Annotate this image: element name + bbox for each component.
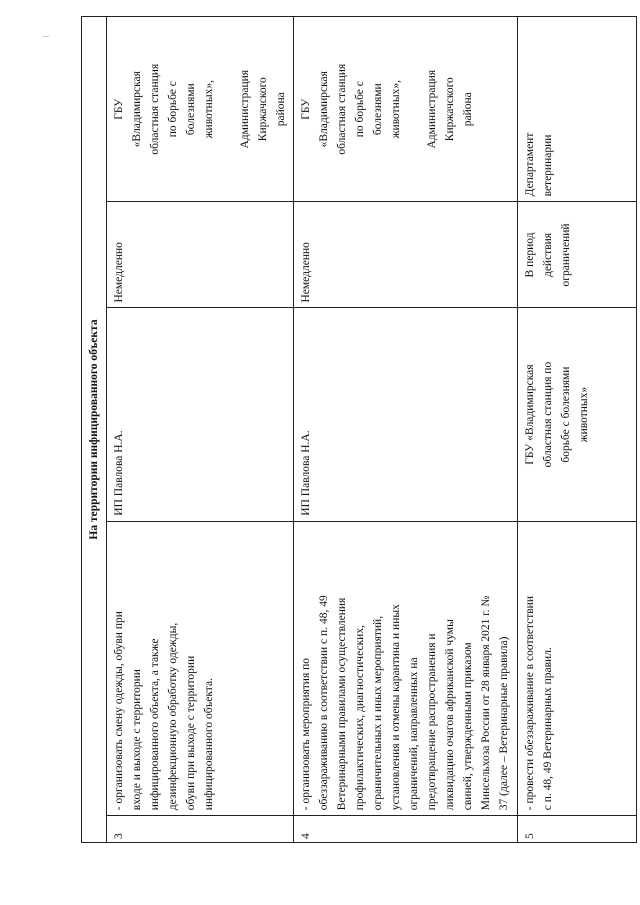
term-cell — [518, 202, 637, 308]
table-row — [107, 17, 294, 843]
control-cell — [518, 17, 637, 202]
control-line: района — [462, 92, 474, 127]
responsible-line: борьбе с болезнями — [560, 366, 572, 463]
control-line: животных», — [390, 80, 402, 139]
measure-cell — [294, 521, 518, 816]
measures-table — [81, 16, 637, 843]
control-line — [405, 22, 423, 196]
control-line: животных», — [203, 80, 215, 139]
term-cell — [294, 202, 518, 308]
control-line: болезнями — [372, 83, 384, 136]
control-line: ветеринарии — [542, 134, 554, 197]
measure-line: инфицированного объекта, а также — [149, 638, 161, 811]
rotated-page — [81, 16, 630, 843]
control-line: Департамент — [524, 132, 536, 197]
control-cell — [107, 17, 294, 202]
control-line: района — [275, 92, 287, 127]
measure-line: - провести обеззараживание в соответствии — [524, 596, 536, 811]
measure-line: ограничительных и иных мероприятий, — [372, 615, 384, 811]
measure-cell — [107, 521, 294, 816]
responsible-cell — [518, 308, 637, 521]
measure-line: входе и выходе с территории — [131, 669, 143, 811]
responsible-line: ИП Павлова Н.А. — [113, 430, 125, 516]
term-line: действия — [542, 232, 554, 278]
control-line: «Владимирская — [131, 71, 143, 148]
control-line: болезнями — [185, 83, 197, 136]
measure-line: обеззараживанию в соответствии с п. 48, 49 — [318, 595, 330, 811]
control-line: Киржачского — [257, 77, 269, 142]
control-line — [218, 22, 236, 196]
measure-line: обуви при выходе с территории — [185, 655, 197, 811]
measure-line: Минсельхоза России от 28 января 2021 г. № — [480, 595, 492, 811]
control-line: Киржачского — [444, 77, 456, 142]
measure-line: ограничений, направленных на — [408, 657, 420, 811]
measure-line: ликвидацию очагов африканской чумы — [444, 619, 456, 811]
control-line: Администрация — [239, 69, 251, 149]
responsible-line: животных» — [578, 386, 590, 443]
responsible-line: ГБУ «Владимирская — [524, 364, 536, 465]
control-line: по борьбе с — [354, 81, 366, 138]
control-line: «Владимирская — [318, 71, 330, 148]
control-line: ГБУ — [113, 98, 125, 120]
table-row — [294, 17, 518, 843]
control-line: областная станция — [336, 63, 348, 155]
control-cell — [294, 17, 518, 202]
measure-line: профилактических, диагностических, — [354, 625, 366, 811]
measure-line: с п. 48, 49 Ветеринарных правил. — [542, 647, 554, 811]
term-cell — [107, 202, 294, 308]
measure-line: свиней, утвержденными приказом — [462, 642, 474, 811]
control-line: Администрация — [426, 69, 438, 149]
section-header-row — [82, 17, 107, 843]
term-line: В период — [524, 232, 536, 278]
term-line: Немедленно — [300, 242, 312, 303]
responsible-cell — [107, 308, 294, 521]
term-line: ограничений — [560, 223, 572, 287]
section-title: На территории инфицированного объекта — [82, 17, 107, 843]
responsible-line: областная станция по — [542, 361, 554, 468]
measure-line: Ветеринарными правилами осуществления — [336, 597, 348, 811]
term-line: Немедленно — [113, 242, 125, 303]
responsible-line: ИП Павлова Н.А. — [300, 430, 312, 516]
row-number: 4 — [294, 816, 518, 843]
control-line: по борьбе с — [167, 81, 179, 138]
measure-line: 37 (далее – Ветеринарные правила) — [498, 636, 510, 811]
measure-line: дезинфекционную обработку одежды, — [167, 622, 179, 811]
control-line: ГБУ — [300, 98, 312, 120]
margin-mark: — — [43, 34, 49, 40]
measure-line: - организовать мероприятия по — [300, 657, 312, 811]
measure-line: инфицированного объекта. — [203, 678, 215, 811]
measure-line: предотвращение распространения и — [426, 633, 438, 811]
table-row — [518, 17, 637, 843]
measure-cell — [518, 521, 637, 816]
measure-line: - организовать смену одежды, обуви при — [113, 611, 125, 811]
measure-line: установления и отмены карантина и иных — [390, 604, 402, 811]
row-number: 3 — [107, 816, 294, 843]
responsible-cell — [294, 308, 518, 521]
row-number: 5 — [518, 816, 637, 843]
control-line: областная станция — [149, 63, 161, 155]
